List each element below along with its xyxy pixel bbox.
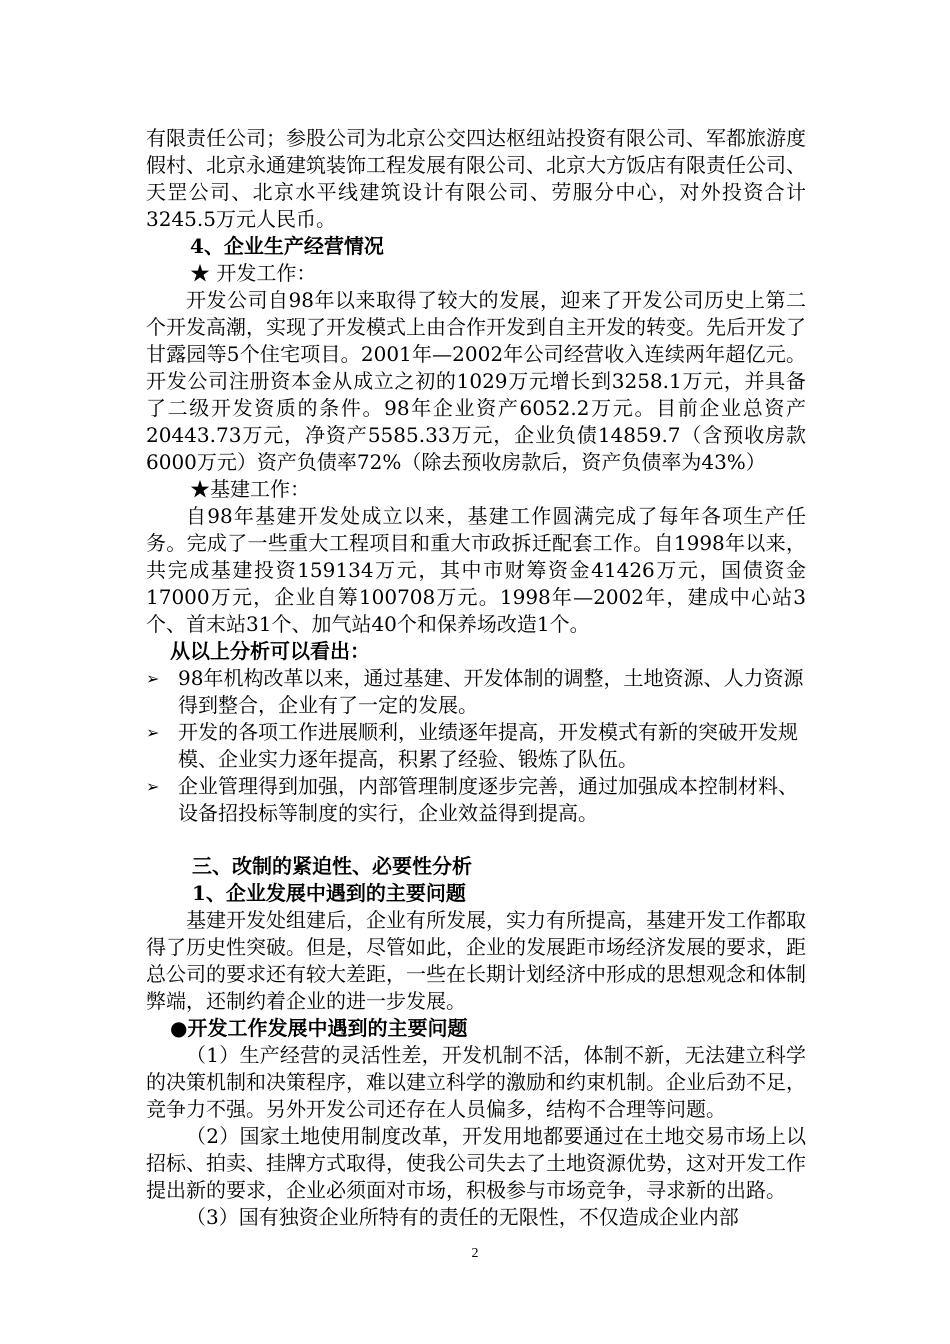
section-spacer [146,827,806,853]
heading-development-problems: ●开发工作发展中遇到的主要问题 [170,1016,468,1040]
arrow-bullet-icon: ➢ [146,669,160,688]
heading-operations: 4、企业生产经营情况 [190,234,384,258]
bullet-text: 开发的各项工作进展顺利，业绩逐年提高，开发模式有新的突破开发规模、企业实力逐年提高，积累了经验、锻炼了队伍。 [178,720,798,771]
list-item [146,665,806,719]
list-item [146,773,806,827]
conclusion-bullet-list [146,665,806,827]
heading-section-3: 三、改制的紧迫性、必要性分析 [192,854,472,878]
document-body [146,125,806,1231]
paragraph-development-work: 开发公司自98年以来取得了较大的发展，迎来了开发公司历史上第二个开发高潮，实现了开发模式上由合作开发到自主开发的转变。先后开发了甘露园等5个住宅项目。2001年—2002年公司经营收入连续两年超亿元。开发公司注册资本金从成立之初的1029万元增长到3258.1万元，并具备了二级开发资质的条件。98年企业资产6052.2万元。目前企业总资产20443.73万元，净资产5585.33万元，企业负债14859.7（含预收房款6000万元）资产负债率72%（除去预收房款后，资产负债率为43%） [146,288,806,474]
paragraph-investments: 有限责任公司；参股公司为北京公交四达枢纽站投资有限公司、军都旅游度假村、北京永通建筑装饰工程发展有限公司、北京大方饭店有限责任公司、天罡公司、北京水平线建筑设计有限公司、劳服分中心，对外投资合计3245.5万元人民币。 [146,126,806,231]
page-number: 2 [471,1246,479,1261]
list-item [146,719,806,773]
paragraph-problems-overview: 基建开发处组建后，企业有所发展，实力有所提高，基建开发工作都取得了历史性突破。但是，尽管如此，企业的发展距市场经济发展的要求，距总公司的要求还有较大差距，一些在长期计划经济中形成的思想观念和体制弊端，还制约着企业的进一步发展。 [146,908,806,1013]
heading-development-work: ★ 开发工作： [190,261,317,285]
paragraph-problem-1: （1）生产经营的灵活性差，开发机制不活，体制不新，无法建立科学的决策机制和决策程序，难以建立科学的激励和约束机制。企业后劲不足，竞争力不强。另外开发公司还存在人员偏多，结构不合理等问题。 [146,1043,806,1121]
paragraph-problem-2: （2）国家土地使用制度改革，开发用地都要通过在土地交易市场上以招标、拍卖、挂牌方式取得，使我公司失去了土地资源优势，这对开发工作提出新的要求，企业必须面对市场，积极参与市场竞争，寻求新的出路。 [146,1124,806,1202]
bullet-text: 98年机构改革以来，通过基建、开发体制的调整，土地资源、人力资源得到整合，企业有了一定的发展。 [178,666,804,717]
heading-main-problems: 1、企业发展中遇到的主要问题 [192,881,466,905]
arrow-bullet-icon: ➢ [146,777,160,796]
arrow-bullet-icon: ➢ [146,723,160,742]
heading-construction-work: ★基建工作： [190,477,310,501]
heading-conclusion: 从以上分析可以看出： [170,639,370,663]
paragraph-problem-3: （3）国有独资企业所特有的责任的无限性，不仅造成企业内部 [186,1205,739,1229]
bullet-text: 企业管理得到加强，内部管理制度逐步完善，通过加强成本控制材料、设备招投标等制度的实行，企业效益得到提高。 [178,774,798,825]
paragraph-construction-work: 自98年基建开发处成立以来，基建工作圆满完成了每年各项生产任务。完成了一些重大工程项目和重大市政拆迁配套工作。自1998年以来，共完成基建投资159134万元，其中市财筹资金41426万元，国债资金17000万元，企业自筹100708万元。1998年—2002年，建成中心站3个、首末站31个、加气站40个和保养场改造1个。 [146,504,806,636]
